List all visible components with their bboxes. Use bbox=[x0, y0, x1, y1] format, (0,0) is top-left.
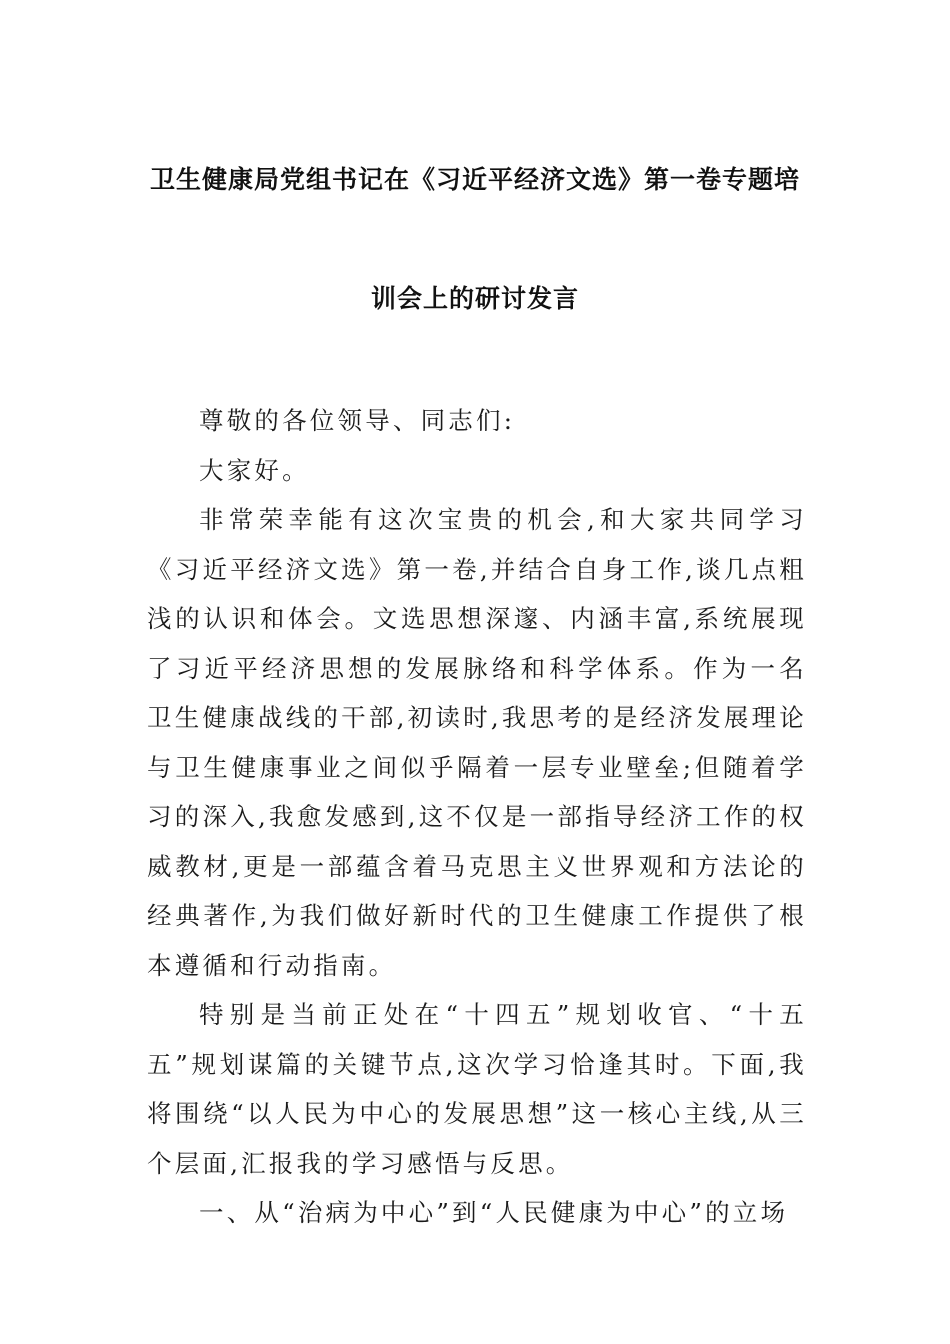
paragraph-2: 特别是当前正处在“十四五”规划收官、“十五五”规划谋篇的关键节点,这次学习恰逢其时。下面,我将围绕“以人民为中心的发展思想”这一核心主线,从三个层面,汇报我的学习感悟与反思。 bbox=[147, 1000, 807, 1178]
document-title-line-2: 训会上的研讨发言 bbox=[370, 284, 579, 313]
salutation: 尊敬的各位领导、同志们: bbox=[199, 406, 516, 435]
document-title-line-1: 卫生健康局党组书记在《习近平经济文选》第一卷专题培 bbox=[149, 165, 800, 194]
greeting: 大家好。 bbox=[199, 455, 310, 485]
document-body bbox=[147, 396, 807, 1238]
section-heading-1: 一、从“治病为中心”到“人民健康为中心”的立场 bbox=[199, 1198, 789, 1227]
paragraph-1: 非常荣幸能有这次宝贵的机会,和大家共同学习《习近平经济文选》第一卷,并结合自身工作,谈几点粗浅的认识和体会。文选思想深邃、内涵丰富,系统展现了习近平经济思想的发展脉络和科学体系。作为一名卫生健康战线的干部,初读时,我思考的是经济发展理论与卫生健康事业之间似乎隔着一层专业壁垒;但随着学习的深入,我愈发感到,这不仅是一部指导经济工作的权威教材,更是一部蕴含着马克思主义世界观和方法论的经典著作,为我们做好新时代的卫生健康工作提供了根本遵循和行动指南。 bbox=[147, 505, 807, 980]
